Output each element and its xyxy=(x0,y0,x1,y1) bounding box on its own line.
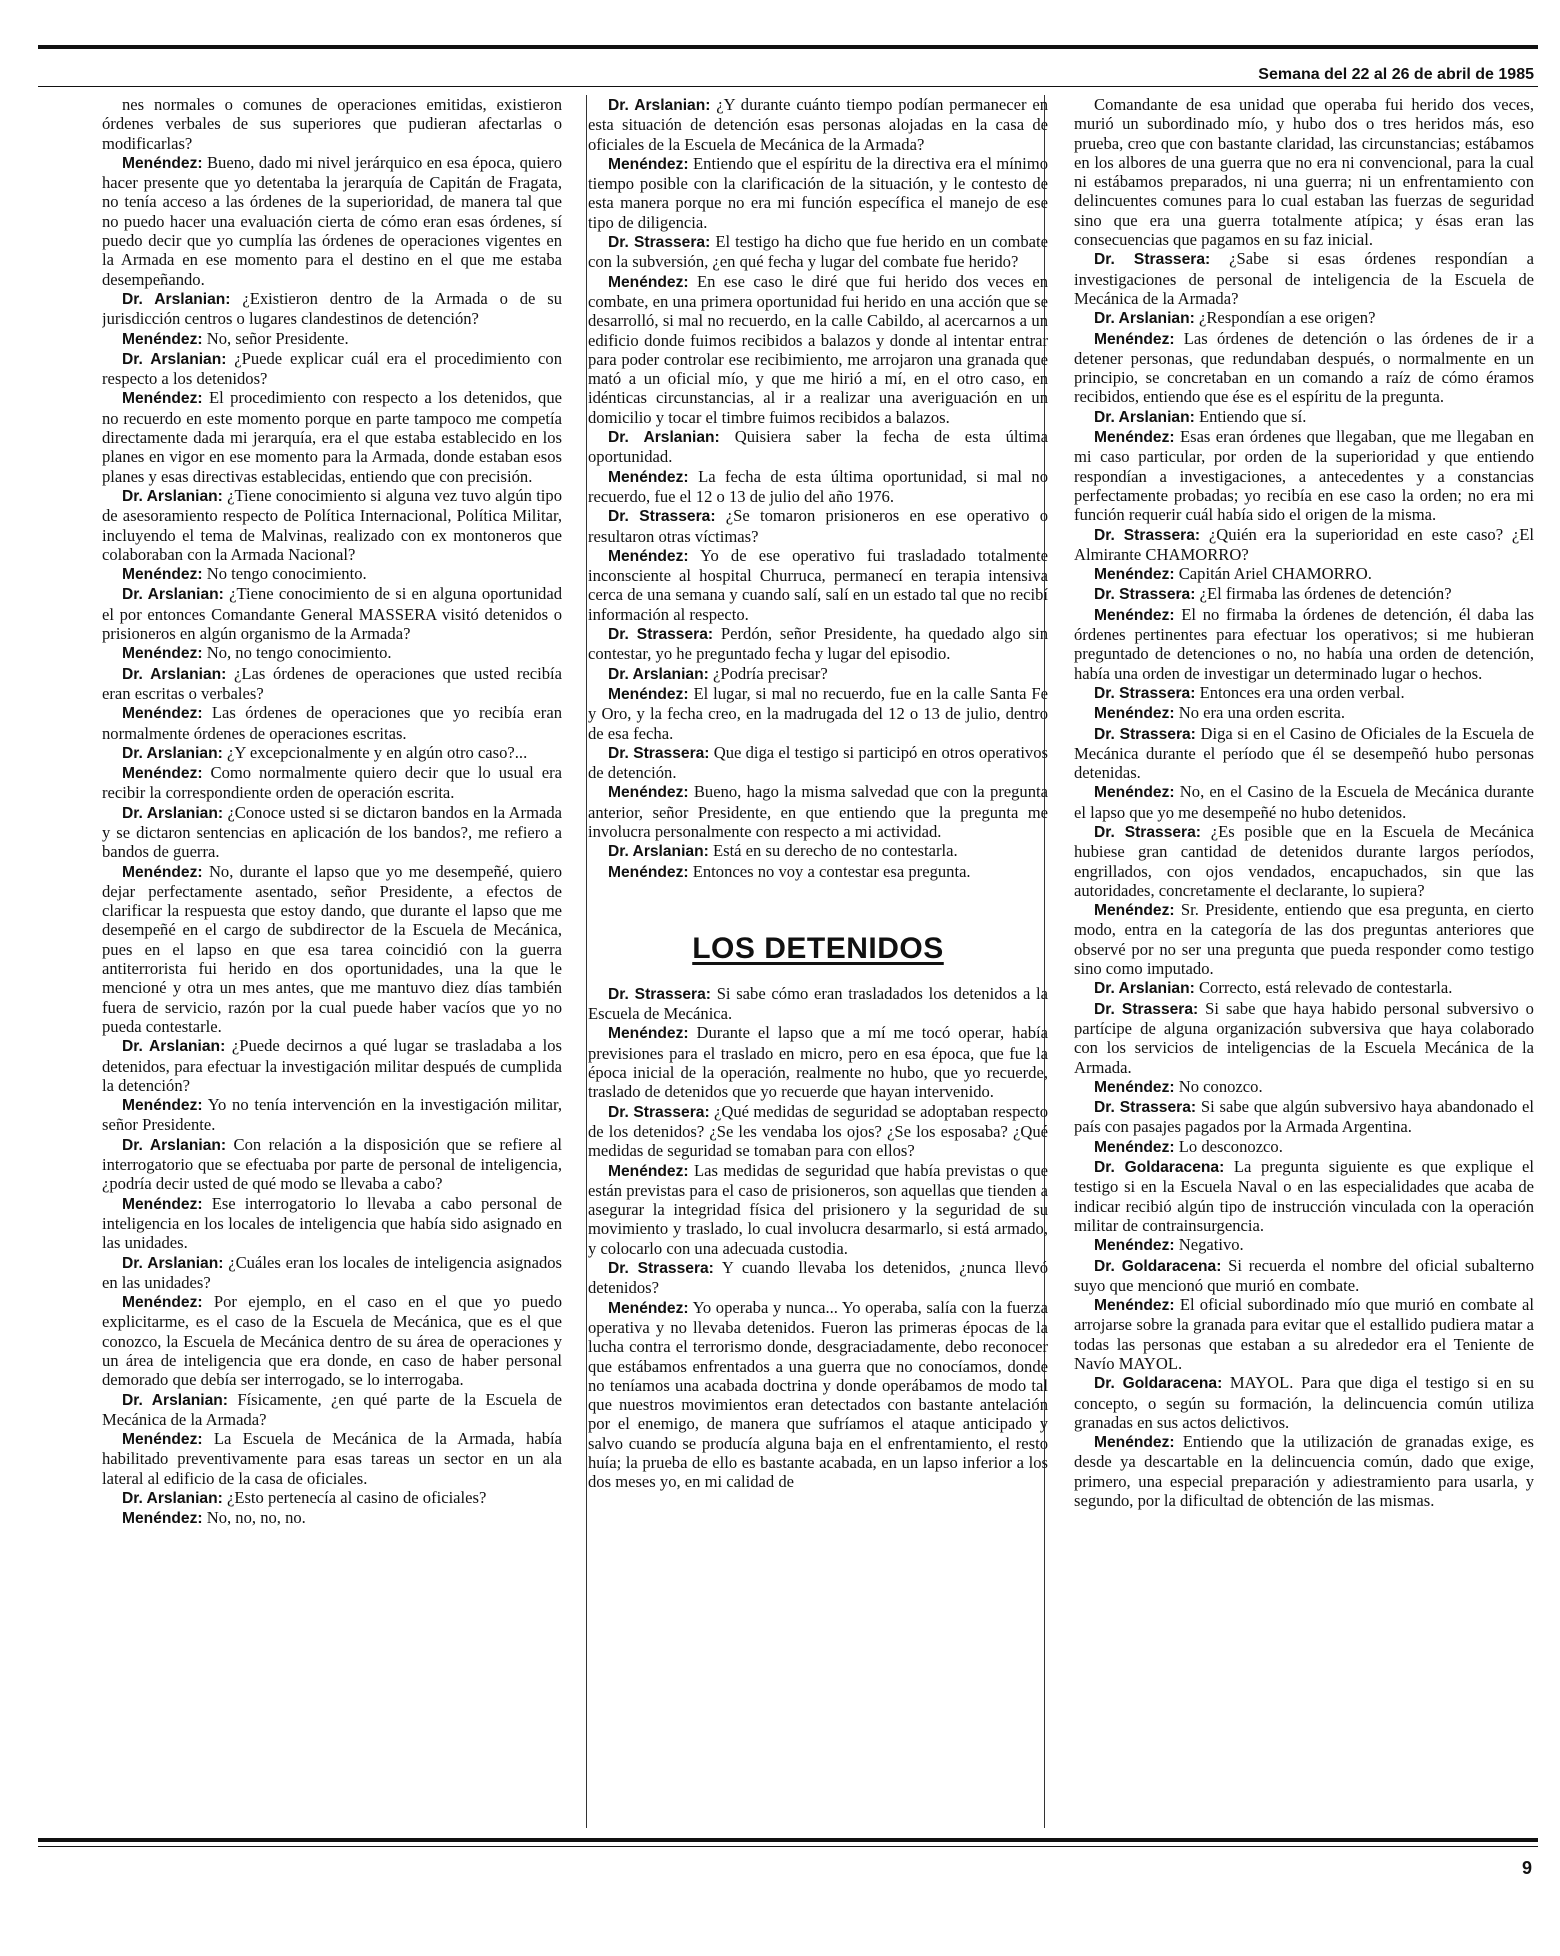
speaker-label: Dr. Arslanian: xyxy=(122,1038,226,1056)
paragraph-text: En ese caso le diré que fui herido dos veces en combate, en una primera oportunidad fui herido en una acción que se desarrolló, si mal no recuerdo, en la calle Cabildo, al acercarnos a un edificio donde fuimos recibidos a balazos y donde al intentar entrar para poder controlar ese recibimiento, me arrojaron una granada que mató a un oficial mío, y que me hirió a mí, en el otro caso, en idénticas circunstancias, al ir a realizar una averiguación en un domicilio y tocar el timbre fuimos recibidos a balazos. xyxy=(588,271,1048,427)
transcript-paragraph xyxy=(1074,1432,1534,1510)
transcript-paragraph xyxy=(588,1023,1048,1101)
transcript-paragraph xyxy=(588,1258,1048,1298)
paragraph-text: No, durante el lapso que yo me desempeñé, quiero dejar perfectamente asentado, señor Presidente, a efectos de clarificar la respuesta que estoy dando, que durante el lapso que me desempeñé en el cargo de subdirector de la Escuela de Mecánica, pues en el lapso en que esa tarea coincidió con la guerra antiterrorista fui herido en dos oportunidades, una la que le mencioné y otra un mes antes, que me mantuvo diez días también fuera de servicio, razón por la cual puede haber vacíos que yo no pueda contestarle. xyxy=(102,861,562,1036)
paragraph-text: No, no, no, no. xyxy=(206,1508,306,1528)
paragraph-text: ¿Podría precisar? xyxy=(712,663,828,683)
paragraph-text: ¿Existieron dentro de la Armada o de su jurisdicción centros o lugares clandestinos de detención? xyxy=(102,288,562,329)
paragraph-text: Físicamente, ¿en qué parte de la Escuela de Mecánica de la Armada? xyxy=(102,1389,562,1429)
paragraph-text: Entonces era una orden verbal. xyxy=(1199,682,1405,702)
speaker-label: Menéndez: xyxy=(608,685,689,703)
transcript-paragraph xyxy=(102,329,562,349)
paragraph-text: Si recuerda el nombre del oficial subalterno suyo que mencionó que murió en combate. xyxy=(1074,1255,1534,1295)
transcript-paragraph xyxy=(588,984,1048,1024)
speaker-label: Dr. Arslanian: xyxy=(608,429,720,447)
transcript-paragraph xyxy=(588,624,1048,664)
paragraph-text: El oficial subordinado mío que murió en combate al arrojarse sobre la granada para evitar que el estallido pudiera matar a todas las personas que estaban a su alrededor era el Teniente de Navío MAYOL. xyxy=(1074,1295,1534,1373)
paragraph-text: Comandante de esa unidad que operaba fui herido dos veces, murió un subordinado mío, y hubo dos o tres heridos más, eso prueba, creo que con bastante claridad, las circunstancias; estábamos en los albores de una guerra que no era ni convencional, para la cual ni estábamos preparados, ni una guerra; ni un enfrentamiento con delincuentes comunes para lo cual estaban las fuerzas de seguridad sino que era una guerra totalmente atípica; y ésas eran las consecuencias que pagamos en su faz inicial. xyxy=(1074,95,1534,250)
paragraph-text: La Escuela de Mecánica de la Armada, había habilitado preventivamente para esas tareas un sector en un ala lateral al edificio de la casa de oficiales. xyxy=(102,1429,562,1488)
transcript-paragraph xyxy=(102,1488,562,1508)
transcript-paragraph xyxy=(1074,1077,1534,1097)
transcript-paragraph xyxy=(102,1135,562,1194)
transcript-paragraph xyxy=(1074,1097,1534,1137)
speaker-label: Dr. Strassera: xyxy=(1094,586,1196,604)
transcript-paragraph xyxy=(1074,427,1534,524)
speaker-label: Menéndez: xyxy=(1094,566,1175,584)
transcript-paragraph xyxy=(102,703,562,743)
speaker-label: Menéndez: xyxy=(608,784,689,802)
speaker-label: Dr. Arslanian: xyxy=(122,350,227,368)
speaker-label: Menéndez: xyxy=(1094,902,1175,920)
transcript-paragraph xyxy=(588,272,1048,427)
speaker-label: Menéndez: xyxy=(122,1097,203,1115)
paragraph-text: Negativo. xyxy=(1178,1235,1244,1255)
speaker-label: Menéndez: xyxy=(1094,429,1175,447)
transcript-paragraph xyxy=(1074,1256,1534,1296)
speaker-label: Menéndez: xyxy=(122,705,203,723)
speaker-label: Dr. Arslanian: xyxy=(608,843,709,861)
transcript-paragraph xyxy=(102,486,562,564)
column-2-bottom xyxy=(588,984,1048,1492)
transcript-paragraph xyxy=(102,862,562,1037)
paragraph-text: Si sabe que haya habido personal subversivo o partícipe de alguna organización subversiva que haya colaborado con los servicios de inteligencias de la Escuela Mecánica de la Armada. xyxy=(1074,998,1534,1077)
speaker-label: Menéndez: xyxy=(608,1025,689,1043)
transcript-paragraph xyxy=(102,743,562,763)
paragraph-text: No, no tengo conocimiento. xyxy=(206,643,392,663)
speaker-label: Menéndez: xyxy=(1094,606,1175,624)
transcript-paragraph xyxy=(1074,605,1534,683)
transcript-paragraph xyxy=(1074,1235,1534,1255)
paragraph-text: Ese interrogatorio lo llevaba a cabo personal de inteligencia en los locales de inteligencia que había sido asignado en las unidades. xyxy=(102,1193,562,1253)
column-3 xyxy=(1074,95,1534,1830)
paragraph-text: ¿Cuáles eran los locales de inteligencia asignados en las unidades? xyxy=(102,1252,562,1292)
speaker-label: Menéndez: xyxy=(608,155,689,173)
speaker-label: Menéndez: xyxy=(608,468,689,486)
paragraph-text: Y cuando llevaba los detenidos, ¿nunca llevó detenidos? xyxy=(588,1258,1048,1298)
speaker-label: Menéndez: xyxy=(1094,1297,1175,1315)
speaker-label: Menéndez: xyxy=(122,1510,203,1528)
paragraph-text: Durante el lapso que a mí me tocó operar, había previsiones para el traslado en micro, pero en esa época, que fue la época inicial de la operación, realmente no hubo, que yo recuerde, traslado de detenidos que yo recuerde que hayan intervenido. xyxy=(588,1023,1048,1102)
transcript-paragraph xyxy=(1074,999,1534,1077)
transcript-paragraph xyxy=(102,1036,562,1095)
speaker-label: Dr. Arslanian: xyxy=(1094,310,1195,328)
transcript-paragraph xyxy=(102,1253,562,1293)
speaker-label: Dr. Arslanian: xyxy=(122,487,223,505)
speaker-label: Menéndez: xyxy=(1094,705,1175,723)
transcript-paragraph xyxy=(1074,564,1534,584)
speaker-label: Menéndez: xyxy=(1094,1078,1175,1096)
footer-rule-thin xyxy=(38,1846,1538,1847)
speaker-label: Dr. Arslanian: xyxy=(122,1254,224,1272)
transcript-paragraph xyxy=(588,232,1048,272)
paragraph-text: Entonces no voy a contestar esa pregunta. xyxy=(692,861,971,881)
speaker-label: Menéndez: xyxy=(1094,1138,1175,1156)
speaker-label: Dr. Arslanian: xyxy=(1094,408,1195,426)
speaker-label: Dr. Strassera: xyxy=(1094,251,1211,269)
speaker-label: Menéndez: xyxy=(122,1294,203,1312)
speaker-label: Menéndez: xyxy=(122,154,203,172)
transcript-paragraph xyxy=(588,1298,1048,1492)
paragraph-text: Yo operaba y nunca... Yo operaba, salía con la fuerza operativa y no llevaba detenidos. Fueron las primeras épocas de la lucha contra el terrorismo donde, desgraciadamente, debo reconocer que estábamos enfrentados a una guerra que no conocíamos, donde no teníamos una acabada doctrina y donde operábamos de modo tal que nuestros movimientos eran detectados con bastante antelación por el enemigo, de manera que sufríamos el ataque anticipado y salvo cuando se producía alguna baja en el enfrentamiento, el resto huía; la prueba de ello es bastante acabada, en un lapso inferior a los dos meses yo, en mi calidad de xyxy=(588,1297,1048,1492)
paragraph-text: Por ejemplo, en el caso en el que yo puedo explicitarme, es el caso de la Escuela de Mecánica, que es el que conozco, la Escuela de Mecánica dentro de su área de operaciones y un área de inteligencia que era donde, en caso de haber personal demorado que debía ser interrogado, se lo interrogaba. xyxy=(102,1292,562,1390)
column-1 xyxy=(102,95,562,1830)
transcript-paragraph xyxy=(102,664,562,704)
speaker-label: Dr. Strassera: xyxy=(608,744,710,762)
paragraph-text: No conozco. xyxy=(1178,1076,1263,1096)
speaker-label: Menéndez: xyxy=(608,1299,689,1317)
transcript-paragraph xyxy=(588,154,1048,232)
speaker-label: Dr. Arslanian: xyxy=(122,744,223,762)
transcript-paragraph xyxy=(1074,308,1534,328)
paragraph-text: Las medidas de seguridad que había previstas o que están previstas para el caso de prisioneros, son aquellas que tienden a asegurar la integridad física del prisionero y la seguridad de su movimiento y traslado, lo cual involucra desarmarlo, si está armado, y colocarlo con una adecuada custodia. xyxy=(588,1160,1048,1258)
speaker-label: Dr. Goldaracena: xyxy=(1094,1257,1222,1275)
transcript-paragraph xyxy=(1074,978,1534,998)
speaker-label: Dr. Arslanian: xyxy=(122,290,231,308)
transcript-paragraph xyxy=(1074,329,1534,407)
transcript-paragraph xyxy=(588,506,1048,546)
column-2 xyxy=(588,95,1048,1830)
speaker-label: Dr. Goldaracena: xyxy=(1094,1375,1223,1393)
transcript-paragraph xyxy=(102,1292,562,1389)
transcript-paragraph xyxy=(1074,1137,1534,1157)
paragraph-text: Bueno, hago la misma salvedad que con la pregunta anterior, señor Presidente, en que entiendo que la pregunta me involucra personalmente con respecto a mi actividad. xyxy=(588,782,1048,841)
transcript-paragraph xyxy=(102,1429,562,1488)
transcript-paragraph xyxy=(1074,249,1534,308)
transcript-paragraph xyxy=(102,643,562,663)
speaker-label: Dr. Arslanian: xyxy=(122,1490,223,1508)
transcript-paragraph xyxy=(1074,584,1534,604)
paragraph-text: ¿Y excepcionalmente y en algún otro caso?... xyxy=(226,742,528,762)
speaker-label: Menéndez: xyxy=(608,273,689,291)
paragraph-text: Con relación a la disposición que se refiere al interrogatorio que se efectuaba por parte de personal de inteligencia, ¿podría decir usted de qué modo se llevaba a cabo? xyxy=(102,1134,562,1194)
paragraph-text: El lugar, si mal no recuerdo, fue en la calle Santa Fe y Oro, y la fecha creo, en la madrugada del 12 o 13 de julio, dentro de esa fecha. xyxy=(588,683,1048,743)
transcript-paragraph xyxy=(102,763,562,803)
speaker-label: Dr. Goldaracena: xyxy=(1094,1159,1225,1177)
transcript-paragraph xyxy=(1074,724,1534,783)
paragraph-text: Está en su derecho de no contestarla. xyxy=(712,841,958,861)
paragraph-text: ¿El firmaba las órdenes de detención? xyxy=(1199,584,1452,604)
paragraph-text: ¿Tiene conocimiento de si en alguna oportunidad el por entonces Comandante General MASSERA visitó detenidos o prisioneros en algún organismo de la Armada? xyxy=(102,584,562,644)
paragraph-text: No tengo conocimiento. xyxy=(206,564,367,584)
paragraph-text: MAYOL. Para que diga el testigo si en su concepto, o según su formación, la delincuencia común utiliza granadas en sus actos delictivos. xyxy=(1074,1373,1534,1432)
paragraph-text: Yo no tenía intervención en la investigación militar, señor Presidente. xyxy=(102,1095,562,1135)
transcript-paragraph xyxy=(1074,1373,1534,1432)
speaker-label: Dr. Strassera: xyxy=(608,1103,710,1121)
speaker-label: Menéndez: xyxy=(122,330,203,348)
paragraph-text: ¿Puede decirnos a qué lugar se trasladaba a los detenidos, para efectuar la investigación militar después de cumplida la detención? xyxy=(102,1036,562,1095)
speaker-label: Menéndez: xyxy=(608,1162,689,1180)
speaker-label: Dr. Strassera: xyxy=(608,234,711,252)
paragraph-text: Diga si en el Casino de Oficiales de la Escuela de Mecánica durante el período que él se desempeñó hubo personas detenidas. xyxy=(1074,723,1534,783)
transcript-paragraph xyxy=(102,1194,562,1253)
speaker-label: Dr. Strassera: xyxy=(1094,725,1196,743)
paragraph-text: ¿Respondían a ese origen? xyxy=(1198,308,1376,328)
paragraph-text: La pregunta siguiente es que explique el testigo si en la Escuela Naval o en las especialidades que acaba de indicar recibió algún tipo de instrucción vinculada con la operación militar de contrainsurgencia. xyxy=(1074,1157,1534,1235)
transcript-paragraph xyxy=(588,684,1048,743)
paragraph-text: ¿Se tomaron prisioneros en ese operativo o resultaron otras víctimas? xyxy=(588,506,1048,546)
transcript-paragraph xyxy=(588,95,1048,154)
text-columns xyxy=(102,95,1534,1830)
paragraph-text: Que diga el testigo si participó en otros operativos de detención. xyxy=(588,742,1048,783)
speaker-label: Dr. Strassera: xyxy=(1094,684,1196,702)
paragraph-text: No, señor Presidente. xyxy=(206,328,349,348)
paragraph-text: ¿Qué medidas de seguridad se adoptaban respecto de los detenidos? ¿Se les vendaba los ojos? ¿Se los esposaba? ¿Qué medidas de seguridad se tomaban para con ellos? xyxy=(588,1101,1048,1161)
transcript-paragraph xyxy=(1074,782,1534,822)
transcript-paragraph xyxy=(588,1102,1048,1161)
transcript-paragraph xyxy=(102,584,562,643)
transcript-paragraph xyxy=(102,564,562,584)
speaker-label: Dr. Strassera: xyxy=(1094,1000,1199,1018)
transcript-paragraph xyxy=(588,427,1048,467)
transcript-paragraph xyxy=(588,743,1048,783)
paragraph-text: Capitán Ariel CHAMORRO. xyxy=(1178,564,1372,584)
section-title: LOS DETENIDOS xyxy=(692,931,944,965)
speaker-label: Menéndez: xyxy=(608,547,689,565)
transcript-paragraph xyxy=(102,803,562,862)
speaker-label: Menéndez: xyxy=(122,765,203,783)
speaker-label: Dr. Strassera: xyxy=(608,508,716,526)
paragraph-text: Perdón, señor Presidente, ha quedado algo sin contestar, yo he preguntado fecha y lugar del episodio. xyxy=(588,624,1048,664)
paragraph-text: Lo desconozco. xyxy=(1178,1136,1283,1156)
paragraph-text: Si sabe cómo eran trasladados los detenidos a la Escuela de Mecánica. xyxy=(588,983,1048,1024)
transcript-paragraph xyxy=(102,95,562,153)
paragraph-text: Las órdenes de detención o las órdenes de ir a detener personas, que redundaban después, o normalmente en un principio, se concretaban en un comando a raíz de cómo éramos recibidos, entiendo que ése es el espíritu de la pregunta. xyxy=(1074,328,1534,407)
paragraph-text: Sr. Presidente, entiendo que esa pregunta, en cierto modo, entra en la categoría de las dos preguntas anteriores que observé por no ser una pregunta que pueda responder como testigo sino como imputado. xyxy=(1074,900,1534,979)
transcript-paragraph xyxy=(102,1508,562,1528)
paragraph-text: ¿Y durante cuánto tiempo podían permanecer en esta situación de detención esas personas alojadas en la casa de oficiales de la Escuela de Mecánica de la Armada? xyxy=(588,95,1048,154)
speaker-label: Dr. Arslanian: xyxy=(122,586,224,604)
speaker-label: Dr. Strassera: xyxy=(608,985,711,1003)
speaker-label: Dr. Arslanian: xyxy=(1094,980,1195,998)
paragraph-text: La fecha de esta última oportunidad, si mal no recuerdo, fue el 12 o 13 de julio del año 1976. xyxy=(588,466,1048,506)
transcript-paragraph xyxy=(1074,95,1534,249)
transcript-paragraph xyxy=(1074,407,1534,427)
paragraph-text: Yo de ese operativo fui trasladado totalmente inconsciente al hospital Churruca, permanecí en terapia intensiva cerca de una semana y cuando salí, salí en un estado tal que no recibí información al respecto. xyxy=(588,545,1048,624)
page-number: 9 xyxy=(1521,1858,1532,1878)
transcript-paragraph xyxy=(102,289,562,329)
speaker-label: Dr. Strassera: xyxy=(1094,526,1201,544)
header-rule-thin xyxy=(38,86,1538,87)
paragraph-text: El testigo ha dicho que fue herido en un combate con la subversión, ¿en qué fecha y lugar del combate fue herido? xyxy=(588,232,1048,272)
speaker-label: Menéndez: xyxy=(122,1195,203,1213)
paragraph-text: ¿Tiene conocimiento si alguna vez tuvo algún tipo de asesoramiento respecto de Política Internacional, Política Militar, incluyendo el tema de Malvinas, realizado con ex montoneros que colaboraban con la Armada Nacional? xyxy=(102,485,562,564)
paragraph-text: Las órdenes de operaciones que yo recibía eran normalmente órdenes de operaciones escritas. xyxy=(102,703,562,743)
paragraph-text: ¿Conoce usted si se dictaron bandos en la Armada y se dictaron sentencias en aplicación de los bandos?, me refiero a bandos de guerra. xyxy=(102,802,562,862)
transcript-paragraph xyxy=(102,1390,562,1430)
transcript-paragraph xyxy=(1074,525,1534,565)
speaker-label: Menéndez: xyxy=(122,390,203,408)
transcript-paragraph xyxy=(1074,1157,1534,1235)
paragraph-text: Bueno, dado mi nivel jerárquico en esa época, quiero hacer presente que yo detentaba la jerarquía de Capitán de Fragata, no tenía acceso a las órdenes de la superioridad, de manera tal que no puedo hacer una evaluación cierta de cómo eran esas órdenes, sí puedo decir que yo cumplía las órdenes de operaciones vigentes en la Armada en ese momento para el destino en el que me estaba desempeñando. xyxy=(102,152,562,289)
transcript-paragraph xyxy=(588,782,1048,841)
paragraph-text: El procedimiento con respecto a los detenidos, que no recuerdo en este momento porque en parte tampoco me competía directamente dada mi jerarquía, era el que estaba establecido en los planes en vigor en ese momento para la Armada, donde estaban esos planes y esas directivas establecidas, entiendo que con precisión. xyxy=(102,388,562,486)
speaker-label: Menéndez: xyxy=(122,645,203,663)
transcript-paragraph xyxy=(1074,822,1534,900)
speaker-label: Dr. Arslanian: xyxy=(608,97,711,114)
paragraph-text: Esas eran órdenes que llegaban, que me llegaban en mi caso particular, por orden de la superioridad y que entiendo respondían a investigaciones, a antecedentes y a constancias perfectamente probadas; yo recibía en ese caso la orden; no era mi función requerir cuál había sido el origen de la misma. xyxy=(1074,427,1534,525)
transcript-paragraph xyxy=(102,1095,562,1135)
speaker-label: Dr. Arslanian: xyxy=(608,665,709,683)
transcript-paragraph xyxy=(588,841,1048,861)
speaker-label: Dr. Strassera: xyxy=(608,626,714,644)
speaker-label: Menéndez: xyxy=(122,863,203,881)
paragraph-text: No, en el Casino de la Escuela de Mecánica durante el lapso que yo me desempeñé no hubo detenidos. xyxy=(1074,782,1534,822)
transcript-paragraph xyxy=(102,153,562,289)
speaker-label: Dr. Arslanian: xyxy=(122,1391,228,1409)
transcript-paragraph xyxy=(588,467,1048,507)
paragraph-text: El no firmaba la órdenes de detención, él daba las órdenes pertinentes para efectuar los operativos; si me hubieran preguntado de detenciones o no, no había una orden de detención, había una orden de investigar un determinado lugar o hechos. xyxy=(1074,604,1534,683)
column-2-top xyxy=(588,95,1048,882)
paragraph-text: Entiendo que el espíritu de la directiva era el mínimo tiempo posible con la clarificación de la situación, y le contesto de esta manera porque no era mi función específica el manejo de ese tipo de diligencia. xyxy=(588,153,1048,232)
transcript-paragraph xyxy=(1074,703,1534,723)
speaker-label: Dr. Strassera: xyxy=(1094,823,1201,841)
transcript-paragraph xyxy=(1074,1295,1534,1373)
transcript-paragraph xyxy=(102,349,562,389)
transcript-paragraph xyxy=(1074,900,1534,978)
paragraph-text: ¿Puede explicar cuál era el procedimiento con respecto a los detenidos? xyxy=(102,348,562,389)
speaker-label: Dr. Strassera: xyxy=(1094,1099,1197,1117)
paragraph-text: Quisiera saber la fecha de esta última oportunidad. xyxy=(588,427,1048,467)
paragraph-text: ¿Quién era la superioridad en este caso? ¿El Almirante CHAMORRO? xyxy=(1074,524,1534,564)
paragraph-text: Si sabe que algún subversivo haya abandonado el país con pasajes pagados por la Armada Argentina. xyxy=(1074,1097,1534,1137)
transcript-paragraph xyxy=(588,664,1048,684)
paragraph-text: Correcto, está relevado de contestarla. xyxy=(1198,978,1453,998)
speaker-label: Dr. Strassera: xyxy=(608,1260,714,1278)
speaker-label: Menéndez: xyxy=(1094,1434,1175,1452)
speaker-label: Menéndez: xyxy=(122,566,203,584)
transcript-paragraph xyxy=(588,862,1048,882)
transcript-paragraph xyxy=(588,1161,1048,1258)
transcript-paragraph xyxy=(1074,683,1534,703)
paragraph-text: ¿Sabe si esas órdenes respondían a investigaciones de personal de inteligencia de la Escuela de Mecánica de la Armada? xyxy=(1074,249,1534,308)
paragraph-text: Entiendo que la utilización de granadas exige, es desde ya descartable en la delincuencia común, dado que exige, primero, una especial preparación y adiestramiento para usarla, y segundo, por la dificultad de obtención de las mismas. xyxy=(1074,1432,1534,1511)
transcript-paragraph xyxy=(588,546,1048,624)
header-date: Semana del 22 al 26 de abril de 1985 xyxy=(1258,66,1534,83)
paragraph-text: Entiendo que sí. xyxy=(1198,406,1307,426)
header-rule xyxy=(38,45,1538,49)
speaker-label: Menéndez: xyxy=(1094,784,1175,802)
speaker-label: Menéndez: xyxy=(1094,330,1175,348)
paragraph-text: No era una orden escrita. xyxy=(1178,703,1346,723)
paragraph-text: nes normales o comunes de operaciones emitidas, existieron órdenes verbales de sus superiores que pudieran afectarlas o modificarlas? xyxy=(102,95,562,153)
paragraph-text: Como normalmente quiero decir que lo usual era recibir la correspondiente orden de operación escrita. xyxy=(102,763,562,803)
speaker-label: Menéndez: xyxy=(608,863,689,881)
speaker-label: Menéndez: xyxy=(1094,1237,1175,1255)
footer-rule xyxy=(38,1838,1538,1842)
speaker-label: Dr. Arslanian: xyxy=(122,1136,227,1154)
speaker-label: Dr. Arslanian: xyxy=(122,665,227,683)
paragraph-text: ¿Las órdenes de operaciones que usted recibía eran escritas o verbales? xyxy=(102,663,562,703)
speaker-label: Menéndez: xyxy=(122,1431,203,1449)
transcript-paragraph xyxy=(102,388,562,485)
paragraph-text: ¿Es posible que en la Escuela de Mecánica hubiese gran cantidad de detenidos durante largos períodos, engrillados, con ojos vendados, encapuchados, sin que las autoridades, concretamente el declarante, lo supiera? xyxy=(1074,821,1534,900)
paragraph-text: ¿Esto pertenecía al casino de oficiales? xyxy=(226,1488,487,1508)
speaker-label: Dr. Arslanian: xyxy=(122,804,224,822)
